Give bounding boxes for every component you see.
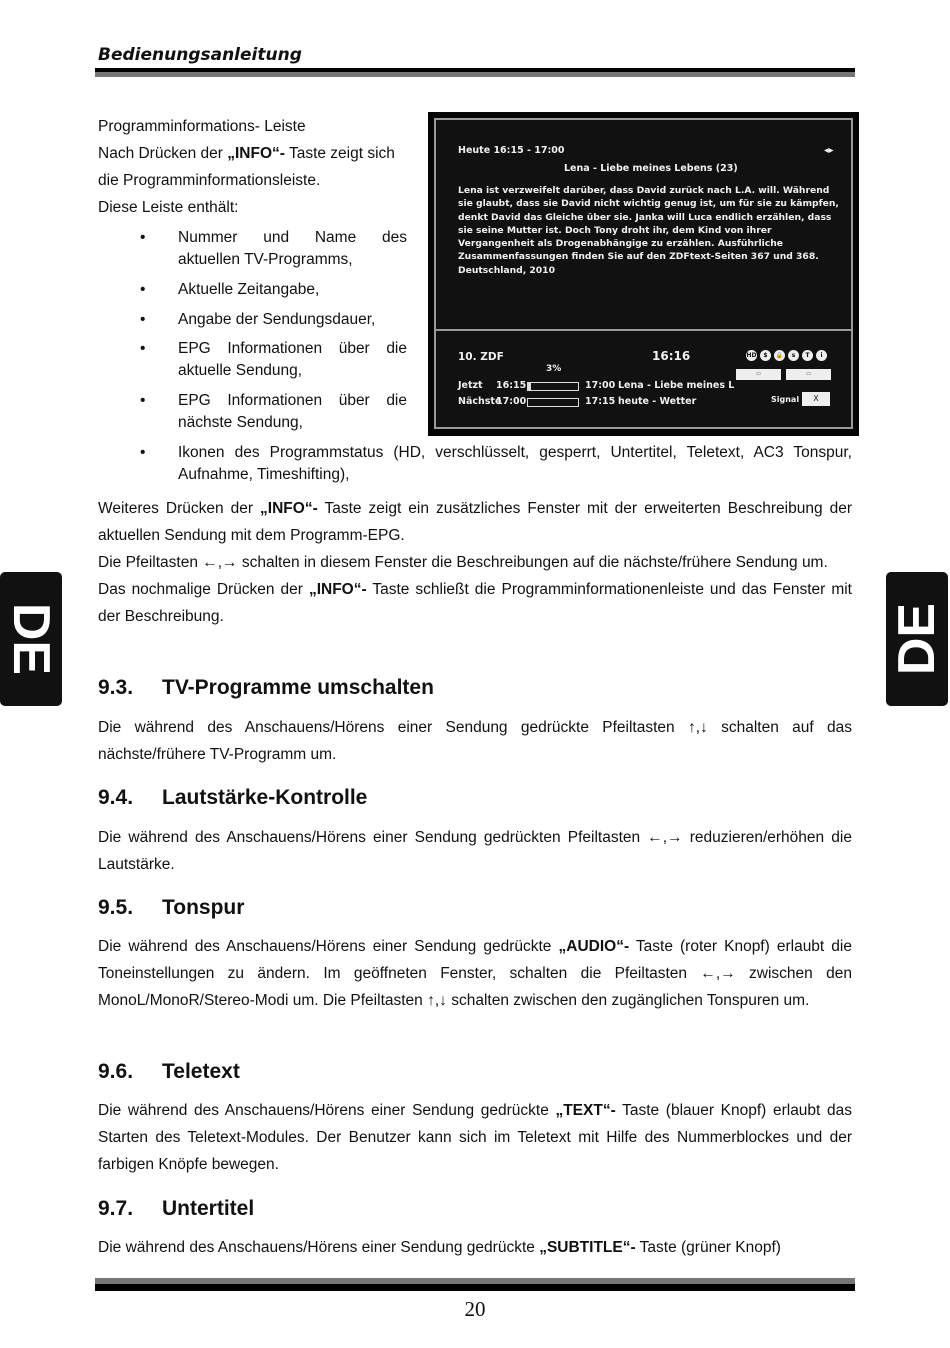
clock: 16:16	[652, 349, 691, 363]
info-key: „INFO“-	[260, 500, 318, 517]
language-tab-left-label: DE	[2, 602, 60, 676]
next-start: 17:00	[496, 396, 527, 407]
channel-name: 10. ZDF	[458, 351, 504, 363]
intro-text	[98, 113, 408, 221]
section-heading-9-7	[98, 1197, 254, 1221]
section-title: Tonspur	[162, 896, 245, 919]
signal-value: X	[802, 392, 830, 406]
section-text-post: Taste (roter Knopf) erlaubt die Toneinstellungen zu ändern. Im geöffneten Fenster, schalten die Pfeiltasten ←,→ zwischen den MonoL/MonoR/Stereo-Modi um. Die Pfeiltasten ↑,↓ schalten zwischen den zugänglichen Tonspuren um.	[98, 938, 852, 1009]
now-start: 16:15	[496, 380, 527, 391]
bullet-item: • EPG Informationen über die aktuelle Sendung,	[178, 338, 407, 382]
info-p3-pre: Das nochmalige Drücken der	[98, 581, 309, 598]
bullet-item: • Aktuelle Zeitangabe,	[178, 279, 407, 301]
now-end: 17:00	[585, 380, 616, 391]
subtitle-key: „SUBTITLE“-	[539, 1239, 636, 1256]
section-text-post: Taste (grüner Knopf)	[635, 1239, 781, 1256]
footer-rule	[95, 1278, 855, 1291]
info-key: „INFO“-	[308, 581, 367, 598]
section-heading-9-5	[98, 896, 244, 920]
info-icon: i	[816, 350, 827, 361]
language-tab-right	[886, 572, 948, 706]
intro-line-pre: Nach Drücken der	[98, 145, 228, 162]
next-label: Nächste	[458, 396, 502, 407]
intro-line	[98, 140, 408, 167]
bullet-item: • Ikonen des Programmstatus (HD, verschlüsselt, gesperrt, Untertitel, Teletext, AC3 Tonspur, Aufnahme, Timeshifting),	[178, 442, 852, 486]
subtitle-icon: s	[788, 350, 799, 361]
text-key: „TEXT“-	[555, 1102, 616, 1119]
section-text-pre: Die während des Anschauens/Hörens einer Sendung gedrückte	[98, 938, 559, 955]
now-progress-bar	[527, 382, 579, 391]
section-title: TV-Programme umschalten	[162, 676, 434, 699]
info-paragraph-2: Die Pfeiltasten ←,→ schalten in diesem Fenster die Beschreibungen auf die nächste/frühere Sendung um.	[98, 554, 828, 571]
nav-arrows-icon: ◂▸	[824, 145, 834, 156]
section-heading-9-6	[98, 1060, 240, 1084]
section-text-9-7	[98, 1234, 852, 1261]
info-key: „INFO“-	[227, 145, 285, 162]
bullet-item: • Nummer und Name des aktuellen TV-Programms,	[178, 227, 407, 271]
info-p1-post: Taste zeigt ein zusätzliches Fenster mit der erweiterten Beschreibung der aktuellen Sendung mit dem Programm-EPG.	[98, 500, 852, 544]
section-heading-9-4	[98, 786, 367, 810]
tv-screenshot	[428, 112, 859, 436]
next-end: 17:15	[585, 396, 616, 407]
language-tab-right-label: DE	[888, 602, 946, 676]
section-number: 9.6.	[98, 1060, 134, 1083]
intro-line: die Programminformationsleiste.	[98, 172, 321, 189]
section-title: Lautstärke-Kontrolle	[162, 786, 368, 809]
bullet-item: • EPG Informationen über die nächste Sendung,	[178, 390, 407, 434]
section-text-post: Taste (blauer Knopf) erlaubt das Starten des Teletext-Modules. Der Benutzer kann sich im Teletext mit Hilfe des Nummerblockes und der farbigen Knöpfe bewegen.	[98, 1102, 852, 1173]
section-text-pre: Die während des Anschauens/Hörens einer Sendung gedrückte	[98, 1239, 540, 1256]
section-title: Teletext	[162, 1060, 240, 1083]
page-number: 20	[464, 1297, 486, 1321]
info-p1-pre: Weiteres Drücken der	[98, 500, 261, 517]
epg-time: Heute 16:15 - 17:00	[458, 145, 565, 156]
epg-description: Lena ist verzweifelt darüber, dass David zurück nach L.A. will. Während sie glaubt, dass sie David nicht wichtig genug ist, um für sie zu kämpfen, denkt David das Gleiche über sie. Janka will Luca endlich erzählen, dass sie seine Mutter ist. Doch Tony droht ihr, dem Kind von ihrer Vergangenheit als Drogenabhängige zu erzählen. Ausführliche Zusammenfassungen finden Sie auf den ZDFtext-Seiten 367 und 368. Deutschland, 2010	[458, 185, 839, 276]
lock-icon: 🔒	[775, 352, 784, 359]
info-bar-panel	[434, 329, 853, 429]
header-rule	[95, 68, 855, 77]
section-text-9-6	[98, 1097, 852, 1178]
progress-percent: 3%	[546, 364, 562, 374]
section-number: 9.4.	[98, 786, 134, 809]
now-title: Lena - Liebe meines L	[618, 380, 735, 391]
now-progress-fill	[528, 383, 531, 390]
intro-line: Diese Leiste enthält:	[98, 199, 239, 216]
teletext-icon: T	[802, 350, 813, 361]
intro-line-post: Taste zeigt sich	[284, 145, 395, 162]
next-progress-bar	[527, 398, 579, 407]
info-paragraph-1	[98, 495, 852, 549]
recording-format-icon: ▭	[786, 369, 831, 380]
hd-icon: HD	[746, 352, 757, 359]
header-title: Bedienungsanleitung	[98, 45, 302, 65]
section-text-9-3: Die während des Anschauens/Hörens einer Sendung gedrückte Pfeiltasten ↑,↓ schalten auf das nächste/frühere TV-Programm um.	[98, 719, 852, 763]
section-heading-9-3	[98, 676, 434, 700]
audio-format-icon: ▭	[736, 369, 781, 380]
signal-label: Signal	[771, 395, 800, 404]
info-paragraph-3	[98, 576, 852, 630]
scrambled-icon: $	[760, 350, 771, 361]
epg-title: Lena - Liebe meines Lebens (23)	[564, 163, 738, 174]
section-text-9-4: Die während des Anschauens/Hörens einer Sendung gedrückten Pfeiltasten ←,→ reduzieren/erhöhen die Lautstärke.	[98, 829, 852, 873]
epg-description-panel	[434, 118, 853, 332]
section-text-pre: Die während des Anschauens/Hörens einer Sendung gedrückte	[98, 1102, 556, 1119]
intro-line: Programminformations- Leiste	[98, 118, 306, 135]
language-tab-left	[0, 572, 62, 706]
section-title: Untertitel	[162, 1197, 255, 1220]
section-number: 9.7.	[98, 1197, 134, 1220]
now-label: Jetzt	[458, 380, 483, 391]
info-p3-post: Taste schließt die Programminformationenleiste und das Fenster mit der Beschreibung.	[98, 581, 852, 625]
bullet-item: • Angabe der Sendungsdauer,	[178, 309, 407, 331]
section-number: 9.3.	[98, 676, 134, 699]
info-paragraph	[98, 495, 852, 630]
section-number: 9.5.	[98, 896, 134, 919]
next-title: heute - Wetter	[618, 396, 697, 407]
section-text-9-5	[98, 933, 852, 1014]
audio-key: „AUDIO“-	[558, 938, 630, 955]
